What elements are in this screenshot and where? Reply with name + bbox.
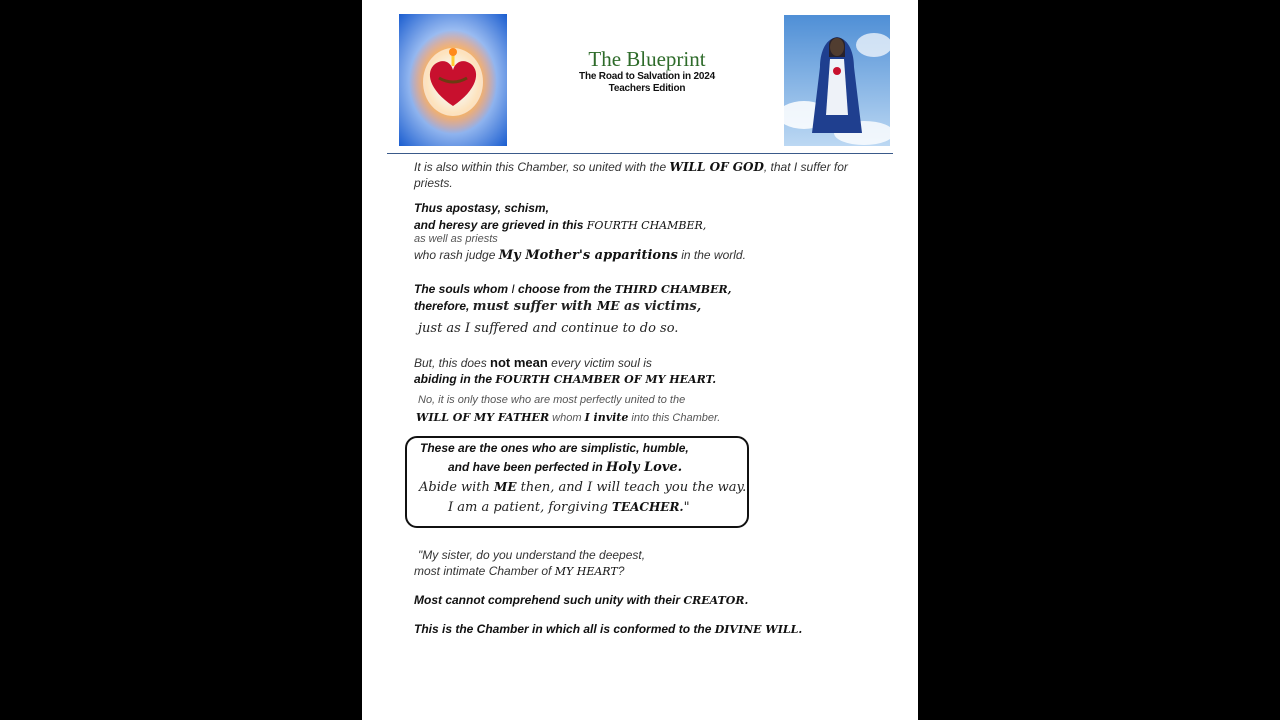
text-line: It is also within this Chamber, so united with the WILL OF GOD, that I suffer for bbox=[414, 160, 848, 174]
text-line: The souls whom I choose from the THIRD CHAMBER, bbox=[414, 282, 732, 296]
text-line: This is the Chamber in which all is conformed to the DIVINE WILL. bbox=[414, 622, 803, 636]
text-line: WILL OF MY FATHER whom I invite into this Chamber. bbox=[416, 411, 721, 424]
text-line: and heresy are grieved in this FOURTH CHAMBER, bbox=[414, 218, 707, 232]
text-line: But, this does not mean every victim soul is bbox=[414, 355, 652, 370]
document-edition: Teachers Edition bbox=[608, 83, 686, 94]
document-subtitle: The Road to Salvation in 2024 bbox=[579, 71, 715, 82]
title-block bbox=[532, 47, 762, 95]
document-title: The Blueprint bbox=[588, 47, 706, 71]
text-line: These are the ones who are simplistic, humble, bbox=[420, 441, 689, 455]
text-line: therefore, must suffer with ME as victims, bbox=[414, 299, 702, 314]
virgin-mary-image bbox=[784, 15, 890, 146]
text-line: as well as priests bbox=[414, 233, 498, 245]
text-line: Abide with ME then, and I will teach you the way. bbox=[419, 480, 747, 495]
text-line: who rash judge My Mother's apparitions in the world. bbox=[414, 248, 746, 263]
text-line: abiding in the FOURTH CHAMBER OF MY HEART. bbox=[414, 372, 717, 386]
text-line: Most cannot comprehend such unity with their CREATOR. bbox=[414, 593, 749, 607]
sacred-heart-image bbox=[399, 14, 507, 146]
text-line: Thus apostasy, schism, bbox=[414, 201, 549, 215]
header-divider bbox=[387, 153, 893, 154]
text-line: and have been perfected in Holy Love. bbox=[448, 460, 683, 475]
text-line: "My sister, do you understand the deepest, bbox=[418, 548, 646, 562]
text-line: No, it is only those who are most perfectly united to the bbox=[418, 394, 686, 406]
document-page bbox=[362, 0, 918, 720]
text-line: most intimate Chamber of MY HEART? bbox=[414, 564, 625, 578]
text-line: priests. bbox=[414, 176, 453, 190]
text-line: just as I suffered and continue to do so. bbox=[418, 321, 679, 336]
text-line: I am a patient, forgiving TEACHER." bbox=[448, 500, 690, 515]
